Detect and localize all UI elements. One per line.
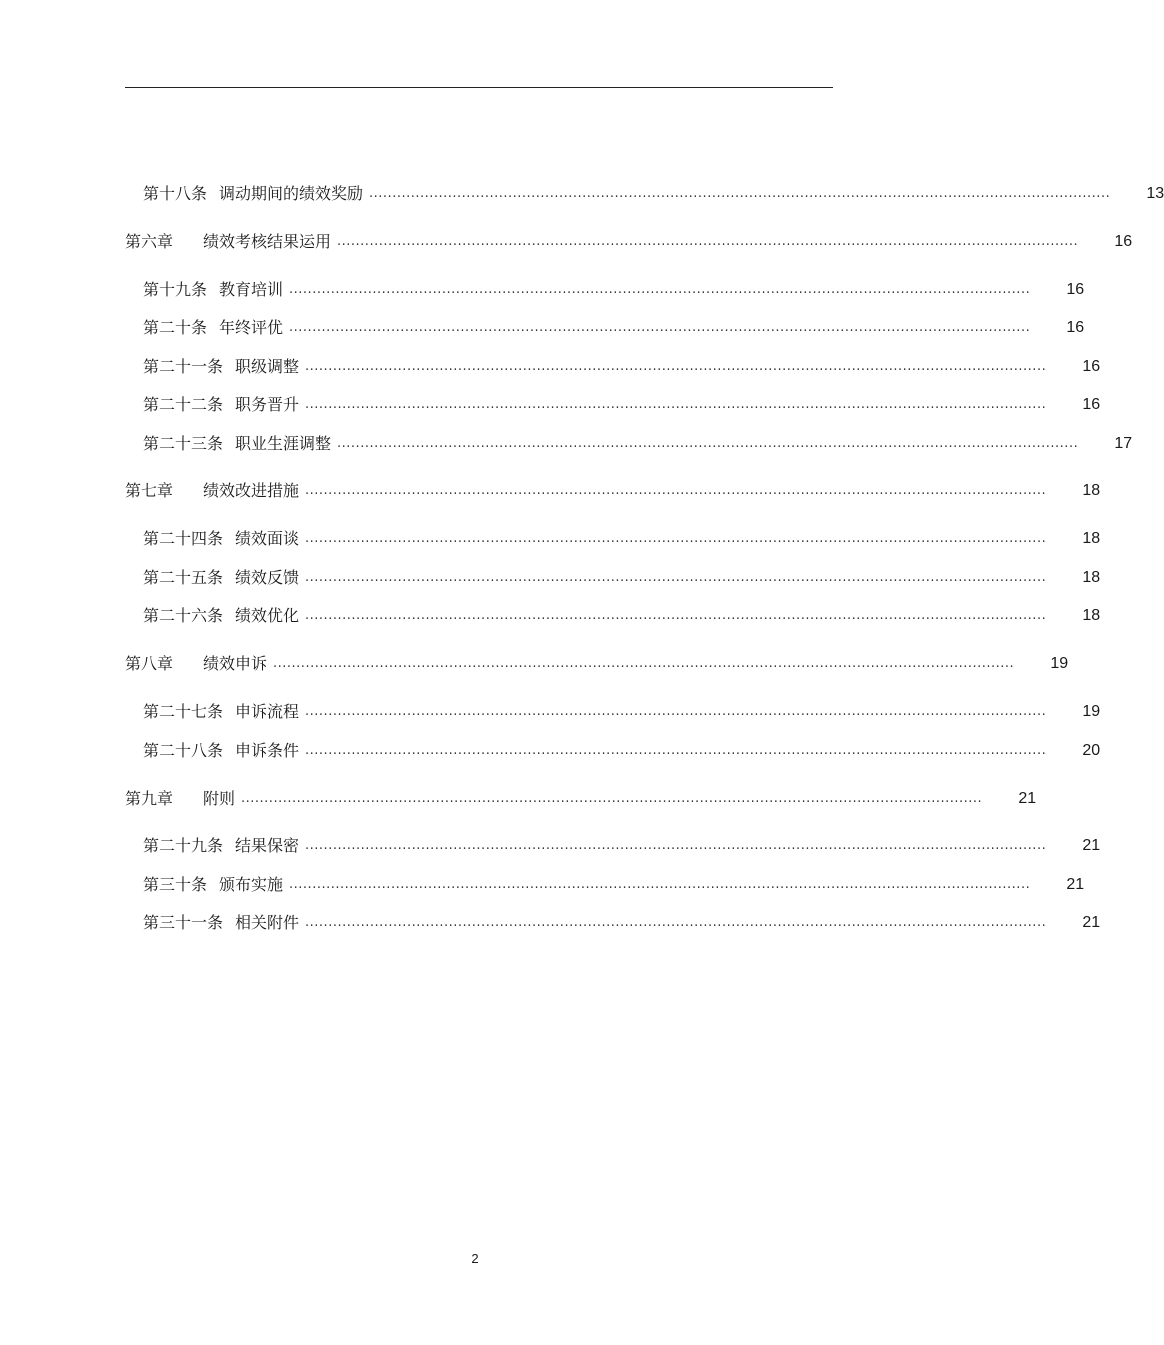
toc-entry-page: 16: [1066, 319, 1085, 336]
toc-leader-dots: ................................................................................................................................................................: [305, 531, 1047, 546]
toc-entry[interactable]: [143, 278, 1085, 302]
toc-entry-number: 第二十四条: [143, 529, 224, 548]
toc-entry-page: 18: [1082, 607, 1101, 624]
toc-entry[interactable]: [143, 432, 1133, 456]
toc-entry-title: 调动期间的绩效奖励: [219, 184, 364, 203]
toc-chapter[interactable]: [125, 787, 1037, 811]
toc-entry-page: 21: [1066, 876, 1085, 893]
toc-leader-dots: ................................................................................................................................................................: [305, 743, 1047, 758]
toc-chapter-title: 附则: [203, 789, 236, 808]
toc-entry-page: 16: [1082, 358, 1101, 375]
toc-entry-number: 第二十八条: [143, 741, 224, 760]
toc-entry[interactable]: [143, 604, 1101, 628]
toc-entry-number: 第二十二条: [143, 395, 224, 414]
toc-entry[interactable]: [143, 873, 1085, 897]
toc-entry-page: 16: [1082, 396, 1101, 413]
toc-chapter[interactable]: [125, 479, 1101, 503]
toc-leader-dots: ................................................................................................................................................................: [305, 397, 1047, 412]
toc-entry-title: 绩效反馈: [235, 568, 300, 587]
toc-chapter-number: 第八章: [125, 654, 174, 673]
toc-chapter-page: 19: [1050, 655, 1069, 672]
toc-entry-number: 第二十五条: [143, 568, 224, 587]
toc-entry-page: 17: [1114, 435, 1133, 452]
toc-chapter-number: 第九章: [125, 789, 174, 808]
toc-leader-dots: ................................................................................................................................................................: [337, 234, 1079, 249]
toc-chapter-page: 21: [1018, 790, 1037, 807]
page-number: 2: [471, 1251, 479, 1266]
toc-entry-number: 第二十九条: [143, 836, 224, 855]
toc-entry[interactable]: [143, 911, 1101, 935]
toc-entry-page: 13: [1146, 185, 1164, 202]
toc-entry-number: 第十八条: [143, 184, 208, 203]
toc-entry-page: 18: [1082, 569, 1101, 586]
toc-entry-title: 相关附件: [235, 913, 300, 932]
toc-entry-title: 申诉流程: [235, 702, 300, 721]
toc-leader-dots: ................................................................................................................................................................: [305, 704, 1047, 719]
toc-entry-number: 第三十条: [143, 875, 208, 894]
toc-leader-dots: ................................................................................................................................................................: [305, 915, 1047, 930]
toc-entry-title: 申诉条件: [235, 741, 300, 760]
toc-chapter-title: 绩效改进措施: [203, 481, 300, 500]
toc-leader-dots: ................................................................................................................................................................: [305, 608, 1047, 623]
toc-leader-dots: ................................................................................................................................................................: [305, 483, 1047, 498]
toc-chapter-title: 绩效申诉: [203, 654, 268, 673]
toc-leader-dots: ................................................................................................................................................................: [289, 282, 1031, 297]
toc-entry-number: 第二十三条: [143, 434, 224, 453]
toc-entry[interactable]: [143, 393, 1101, 417]
toc-chapter-page: 18: [1082, 482, 1101, 499]
toc-entry-title: 绩效优化: [235, 606, 300, 625]
toc-entry-number: 第二十六条: [143, 606, 224, 625]
toc-entry-number: 第二十一条: [143, 357, 224, 376]
toc-entry[interactable]: [143, 834, 1101, 858]
toc-leader-dots: ................................................................................................................................................................: [289, 877, 1031, 892]
toc-entry-page: 16: [1066, 281, 1085, 298]
toc-chapter-number: 第六章: [125, 232, 174, 251]
toc-entry-title: 教育培训: [219, 280, 284, 299]
toc-chapter-title: 绩效考核结果运用: [203, 232, 332, 251]
toc-entry-number: 第十九条: [143, 280, 208, 299]
header-rule: [125, 87, 833, 88]
toc-chapter-page: 16: [1114, 233, 1133, 250]
toc-entry-number: 第三十一条: [143, 913, 224, 932]
toc-entry-title: 年终评优: [219, 318, 284, 337]
toc-entry[interactable]: [143, 700, 1101, 724]
toc-leader-dots: ................................................................................................................................................................: [369, 186, 1111, 201]
toc-entry-title: 职级调整: [235, 357, 300, 376]
toc-entry[interactable]: [143, 182, 1164, 206]
toc-entry[interactable]: [143, 355, 1101, 379]
toc-chapter[interactable]: [125, 230, 1133, 254]
toc-entry-title: 颁布实施: [219, 875, 284, 894]
toc-entry[interactable]: [143, 527, 1101, 551]
toc-entry[interactable]: [143, 739, 1101, 763]
toc-leader-dots: ................................................................................................................................................................: [241, 791, 983, 806]
toc-entry-title: 结果保密: [235, 836, 300, 855]
toc-entry-title: 职业生涯调整: [235, 434, 332, 453]
toc-leader-dots: ................................................................................................................................................................: [305, 570, 1047, 585]
toc-chapter-number: 第七章: [125, 481, 174, 500]
toc-leader-dots: ................................................................................................................................................................: [305, 838, 1047, 853]
toc-leader-dots: ................................................................................................................................................................: [305, 359, 1047, 374]
toc-entry-page: 19: [1082, 703, 1101, 720]
toc-entry-title: 职务晋升: [235, 395, 300, 414]
toc-entry-page: 21: [1082, 837, 1101, 854]
toc-entry[interactable]: [143, 566, 1101, 590]
toc-entry[interactable]: [143, 316, 1085, 340]
toc-leader-dots: ................................................................................................................................................................: [289, 320, 1031, 335]
toc-entry-page: 21: [1082, 914, 1101, 931]
toc-leader-dots: ................................................................................................................................................................: [273, 656, 1015, 671]
toc-entry-number: 第二十七条: [143, 702, 224, 721]
toc-leader-dots: ................................................................................................................................................................: [337, 436, 1079, 451]
toc-entry-number: 第二十条: [143, 318, 208, 337]
toc-entry-page: 18: [1082, 530, 1101, 547]
toc-entry-page: 20: [1082, 742, 1101, 759]
toc-entry-title: 绩效面谈: [235, 529, 300, 548]
toc-chapter[interactable]: [125, 652, 1069, 676]
